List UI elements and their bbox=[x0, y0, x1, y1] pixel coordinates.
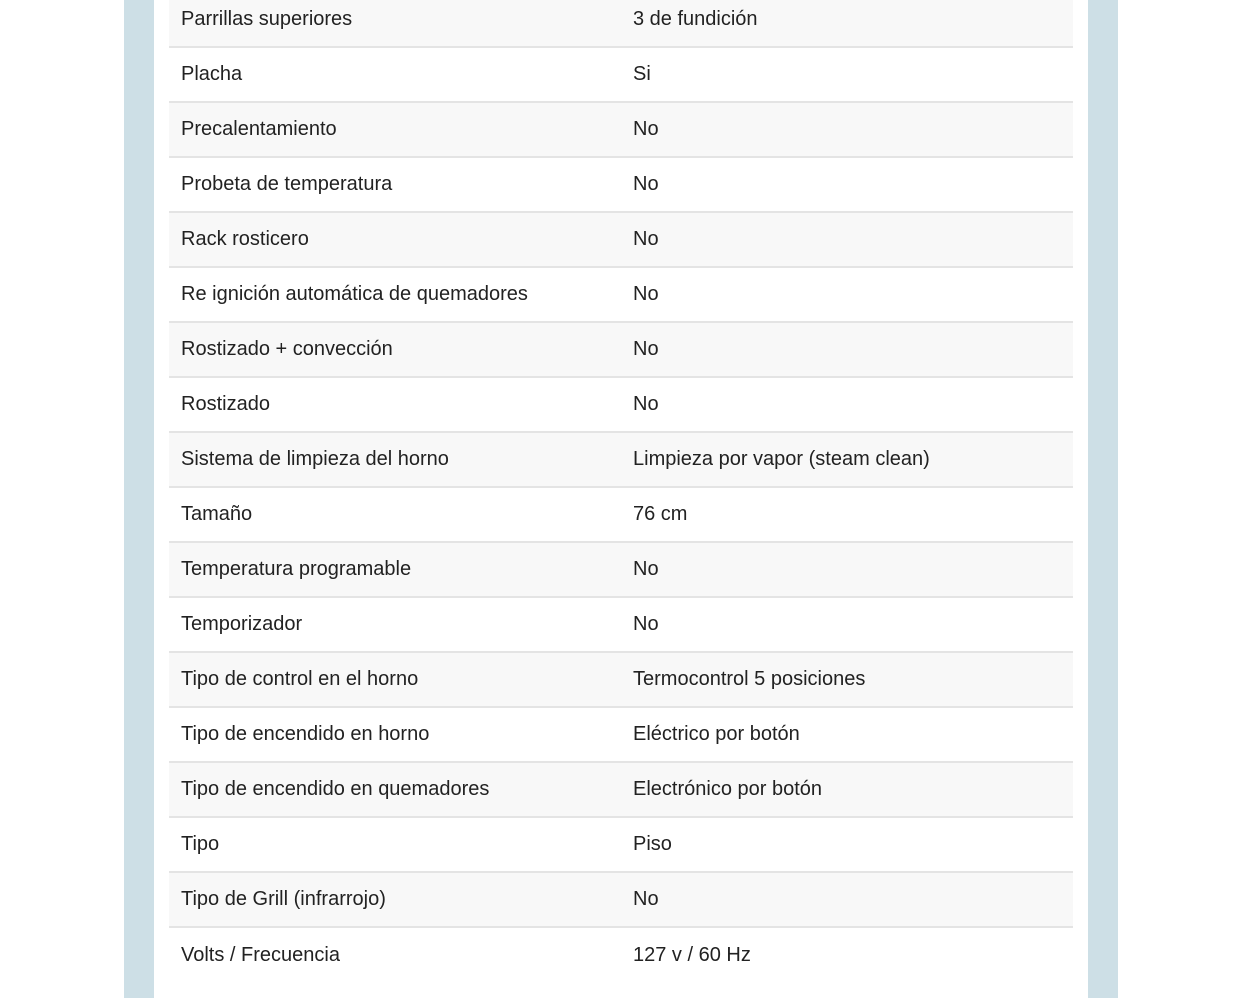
spec-label: Placha bbox=[181, 63, 243, 85]
spec-label: Temperatura programable bbox=[181, 558, 412, 580]
spec-value: No bbox=[633, 613, 659, 635]
spec-value: No bbox=[633, 393, 659, 415]
spec-row bbox=[169, 928, 1073, 983]
spec-label: Rostizado bbox=[181, 393, 270, 415]
spec-row bbox=[169, 323, 1073, 378]
spec-label: Tipo de Grill (infrarrojo) bbox=[181, 888, 386, 910]
spec-label: Rostizado + convección bbox=[181, 338, 393, 360]
spec-row bbox=[169, 653, 1073, 708]
spec-row bbox=[169, 488, 1073, 543]
spec-label: Temporizador bbox=[181, 613, 303, 635]
spec-row bbox=[169, 268, 1073, 323]
spec-label: Tamaño bbox=[181, 503, 253, 525]
spec-value: 127 v / 60 Hz bbox=[633, 944, 751, 966]
spec-label: Tipo de encendido en horno bbox=[181, 723, 430, 745]
spec-row bbox=[169, 543, 1073, 598]
spec-value: No bbox=[633, 888, 659, 910]
spec-row bbox=[169, 0, 1073, 48]
spec-value: No bbox=[633, 283, 659, 305]
spec-value: No bbox=[633, 558, 659, 580]
spec-value: No bbox=[633, 118, 659, 140]
spec-label: Tipo de control en el horno bbox=[181, 668, 419, 690]
spec-row bbox=[169, 433, 1073, 488]
spec-value: Limpieza por vapor (steam clean) bbox=[633, 448, 930, 470]
spec-label: Rack rosticero bbox=[181, 228, 309, 250]
spec-value: No bbox=[633, 173, 659, 195]
spec-row bbox=[169, 378, 1073, 433]
spec-row bbox=[169, 818, 1073, 873]
spec-value: 76 cm bbox=[633, 503, 688, 525]
spec-label: Re ignición automática de quemadores bbox=[181, 283, 528, 305]
spec-label: Probeta de temperatura bbox=[181, 173, 393, 195]
spec-value: Piso bbox=[633, 833, 672, 855]
spec-row bbox=[169, 48, 1073, 103]
spec-label: Sistema de limpieza del horno bbox=[181, 448, 449, 470]
spec-row bbox=[169, 103, 1073, 158]
spec-value: Si bbox=[633, 63, 651, 85]
spec-label: Precalentamiento bbox=[181, 118, 337, 140]
spec-label: Tipo bbox=[181, 833, 220, 855]
spec-row bbox=[169, 158, 1073, 213]
spec-value: Termocontrol 5 posiciones bbox=[633, 668, 866, 690]
spec-value: No bbox=[633, 338, 659, 360]
spec-label: Volts / Frecuencia bbox=[181, 944, 340, 966]
spec-row bbox=[169, 213, 1073, 268]
spec-row bbox=[169, 598, 1073, 653]
spec-label: Parrillas superiores bbox=[181, 8, 353, 30]
spec-value: Electrónico por botón bbox=[633, 778, 823, 800]
spec-value: 3 de fundición bbox=[633, 8, 758, 30]
spec-row bbox=[169, 763, 1073, 818]
spec-value: Eléctrico por botón bbox=[633, 723, 800, 745]
spec-value: No bbox=[633, 228, 659, 250]
specs-table bbox=[169, 0, 1073, 983]
spec-row bbox=[169, 708, 1073, 763]
spec-label: Tipo de encendido en quemadores bbox=[181, 778, 490, 800]
spec-row bbox=[169, 873, 1073, 928]
